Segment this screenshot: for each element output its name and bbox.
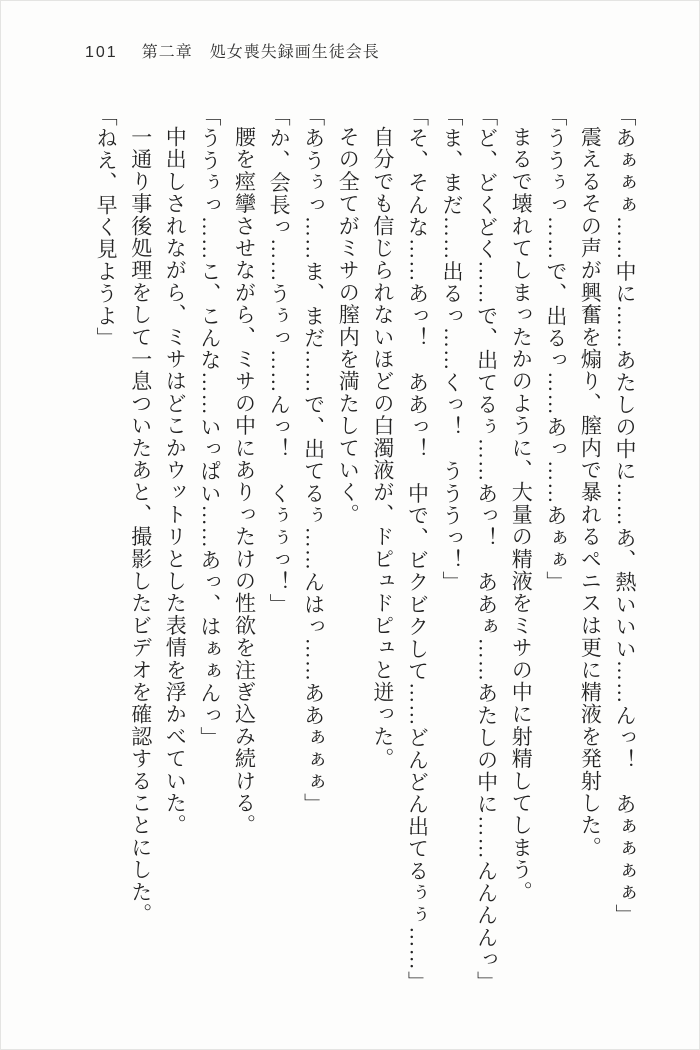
running-header [85,39,380,62]
paragraph-11-dialogue: 「か、会長っ……うぅっ……んっ！ くぅぅっ！」 [267,105,292,616]
paragraph-14-narrative: 中出しされながら、ミサはどこかウットリとした表情を浮かべていた。 [163,126,188,837]
paragraph-9-narrative: その全てがミサの膣内を満たしていく。 [336,126,361,526]
paragraph-2-narrative: 震えるその声が興奮を煽り、膣内で暴れるペニスは更に精液を発射した。 [578,126,603,859]
paragraph-16-dialogue: 「ねえ、早く見ようよ」 [94,105,119,350]
paragraph-8-narrative: 自分でも信じられないほどの白濁液が、ドピュドピュと迸った。 [370,126,395,770]
paragraph-5-dialogue: 「ど、どくどく……で、出てるぅ……あっ！ ああぁ……あたしの中に……んんんんっ」 [474,105,499,993]
paragraph-1-dialogue: 「あぁぁぁ……中に……あたしの中に……あ、熱いいい……んっ！ あぁぁぁぁ」 [613,105,637,927]
paragraph-7-dialogue: 「そ、そんな……あっ！ ああっ！ 中で、ビクビクして……どんどん出てるぅぅ……」 [405,105,430,993]
paragraph-3-dialogue: 「ううぅっ……で、出るっ……あっ……あぁぁ」 [543,105,568,594]
paragraph-12-narrative: 腰を痙攣させながら、ミサの中にありったけの性欲を注ぎ込み続ける。 [232,126,257,837]
paragraph-6-dialogue: 「ま、まだ……出るっ……くっ！ うううっ！」 [440,105,465,594]
vertical-text-block [89,105,643,1011]
paragraph-13-dialogue: 「ううぅっ……こ、こんな……いっぱい……あっ、はぁぁんっ」 [197,105,222,749]
chapter-title: 第二章 処女喪失録画生徒会長 [141,44,380,61]
paragraph-15-narrative: 一通り事後処理をして一息ついたあと、撮影したビデオを確認することにした。 [128,126,153,926]
paragraph-4-narrative: まるで壊れてしまったかのように、大量の精液をミサの中に射精してしまう。 [509,126,534,903]
page-number: 101 [85,44,118,61]
paragraph-10-dialogue: 「あうぅっ……ま、まだ……で、出てるぅ……んはっ……ああぁぁぁ」 [301,105,326,816]
